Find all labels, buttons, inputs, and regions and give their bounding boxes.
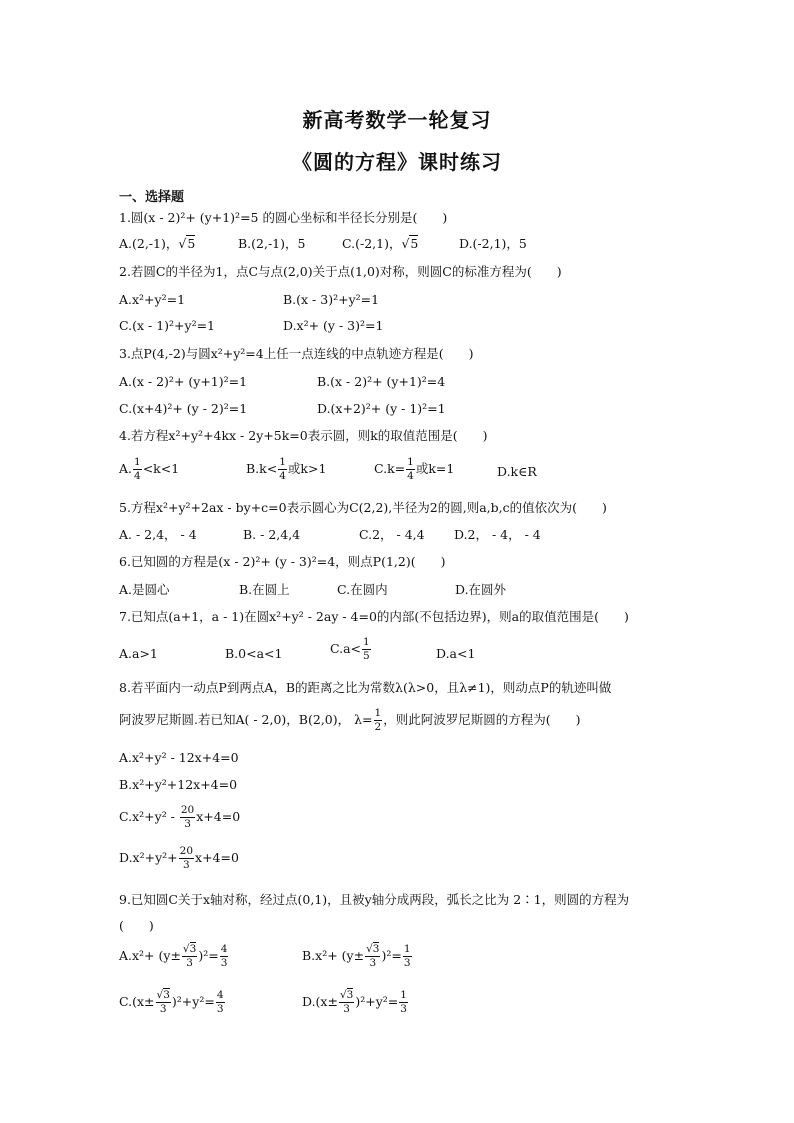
question-9-option-c: C.(x± $\frac{√3}{3}$ )²+y²= $\frac{4}{3}$ [119, 989, 224, 1015]
question-6-option-a: A.是圆心 [119, 582, 170, 597]
question-4-option-b: B.k< $\frac{1}{4}$ 或k>1 [246, 456, 327, 482]
question-3-option-c: C.(x+4)²+ (y - 2)²=1 [119, 401, 248, 416]
question-2-option-d: D.x²+ (y - 3)²=1 [283, 318, 384, 333]
question-1-option-b: B.(2,-1)，5 [238, 236, 306, 251]
question-2-option-a: A.x²+y²=1 [119, 292, 186, 307]
question-8-option-d: D.x²+y²+ $\frac{20}{3}$ x+4=0 [119, 845, 239, 871]
fraction: $\frac{1}{3}$ [403, 943, 411, 969]
question-1-stem: 1.圆(x - 2)²+ (y+1)²=5 的圆心坐标和半径长分别是( ) [119, 210, 448, 225]
question-7-option-d: D.a<1 [436, 646, 476, 661]
fraction: $\frac{1}{4}$ [407, 456, 414, 482]
fraction: $\frac{√3}{3}$ [182, 943, 197, 969]
fraction: $\frac{1}{5}$ [363, 636, 370, 662]
question-4-stem: 4.若方程x²+y²+4kx - 2y+5k=0表示圆，则k的取值范围是( ) [119, 428, 488, 443]
fraction: $\frac{√3}{3}$ [339, 989, 354, 1015]
question-1-option-d: D.(-2,1)，5 [459, 236, 527, 251]
question-8-stem-line-2: 阿波罗尼斯圆.若已知A( - 2,0)，B(2,0)， λ= $\frac{1}{2}$ ，则此阿波罗尼斯圆的方程为( ) [119, 707, 581, 733]
fraction: $\frac{4}{3}$ [216, 989, 224, 1015]
question-9-stem-line-2: ( ) [119, 918, 154, 933]
fraction: $\frac{√3}{3}$ [366, 943, 380, 969]
question-4-option-c: C.k= $\frac{1}{4}$ 或k=1 [374, 456, 455, 482]
page-subtitle: 《圆的方程》课时练习 [292, 150, 502, 174]
question-4-option-a: A. $\frac{1}{4}$ <k<1 [119, 456, 180, 482]
question-4-option-d: D.k∈R [497, 464, 537, 479]
question-8-stem-line-1: 8.若平面内一动点P到两点A，B的距离之比为常数λ(λ>0，且λ≠1)，则动点P的轨迹叫做 [119, 680, 612, 695]
question-2-stem: 2.若圆C的半径为1，点C与点(2,0)关于点(1,0)对称，则圆C的标准方程为( ) [119, 264, 562, 279]
fraction: $\frac{1}{4}$ [279, 456, 286, 482]
question-5-option-c: C.2， - 4,4 [359, 527, 425, 542]
question-3-option-b: B.(x - 2)²+ (y+1)²=4 [317, 374, 446, 389]
sqrt-symbol: √5 [178, 236, 196, 251]
section-heading: 一、选择题 [119, 190, 185, 205]
fraction: $\frac{4}{3}$ [220, 943, 228, 969]
question-5-option-a: A. - 2,4， - 4 [119, 527, 197, 542]
question-1-option-a: A.(2,-1)，√5 [119, 236, 196, 251]
fraction: $\frac{20}{3}$ [180, 804, 195, 830]
question-7-option-c: C.a< $\frac{1}{5}$ [330, 636, 370, 662]
fraction: $\frac{1}{2}$ [374, 707, 382, 733]
fraction: $\frac{√3}{3}$ [156, 989, 170, 1015]
question-9-option-a: A.x²+ (y± $\frac{√3}{3}$ )²= $\frac{4}{3}$ [119, 943, 228, 969]
question-8-option-a: A.x²+y² - 12x+4=0 [119, 750, 239, 765]
fraction: $\frac{1}{3}$ [400, 989, 407, 1015]
question-5-stem: 5.方程x²+y²+2ax - by+c=0表示圆心为C(2,2),半径为2的圆,则a,b,c的值依次为( ) [119, 500, 607, 515]
sqrt-symbol: √5 [401, 236, 419, 251]
question-5-option-b: B. - 2,4,4 [243, 527, 301, 542]
question-3-option-a: A.(x - 2)²+ (y+1)²=1 [119, 374, 248, 389]
question-2-option-c: C.(x - 1)²+y²=1 [119, 318, 216, 333]
question-6-option-d: D.在圆外 [455, 582, 507, 597]
question-9-option-b: B.x²+ (y± $\frac{√3}{3}$ )²= $\frac{1}{3}$ [302, 943, 411, 969]
question-6-option-b: B.在圆上 [239, 582, 290, 597]
page-title: 新高考数学一轮复习 [302, 108, 492, 132]
question-3-stem: 3.点P(4,-2)与圆x²+y²=4上任一点连线的中点轨迹方程是( ) [119, 346, 474, 361]
question-6-stem: 6.已知圆的方程是(x - 2)²+ (y - 3)²=4，则点P(1,2)( ) [119, 554, 446, 569]
question-5-option-d: D.2， - 4， - 4 [454, 527, 541, 542]
question-1-option-c: C.(-2,1)，√5 [342, 236, 419, 251]
question-7-option-a: A.a>1 [119, 646, 158, 661]
fraction: $\frac{20}{3}$ [179, 845, 194, 871]
question-2-option-b: B.(x - 3)²+y²=1 [283, 292, 380, 307]
question-9-option-d: D.(x± $\frac{√3}{3}$ )²+y²= $\frac{1}{3}$ [302, 989, 407, 1015]
question-8-option-c: C.x²+y² - $\frac{20}{3}$ x+4=0 [119, 804, 241, 830]
question-7-stem: 7.已知点(a+1，a - 1)在圆x²+y² - 2ay - 4=0的内部(不包括边界)，则a的取值范围是( ) [119, 609, 629, 624]
question-9-stem-line-1: 9.已知圆C关于x轴对称，经过点(0,1)，且被y轴分成两段，弧长之比为 2∶1，则圆的方程为 [119, 892, 630, 907]
question-7-option-b: B.0<a<1 [225, 646, 283, 661]
question-8-option-b: B.x²+y²+12x+4=0 [119, 777, 238, 792]
question-3-option-d: D.(x+2)²+ (y - 1)²=1 [317, 401, 446, 416]
question-6-option-c: C.在圆内 [337, 582, 388, 597]
fraction: $\frac{1}{4}$ [134, 456, 141, 482]
